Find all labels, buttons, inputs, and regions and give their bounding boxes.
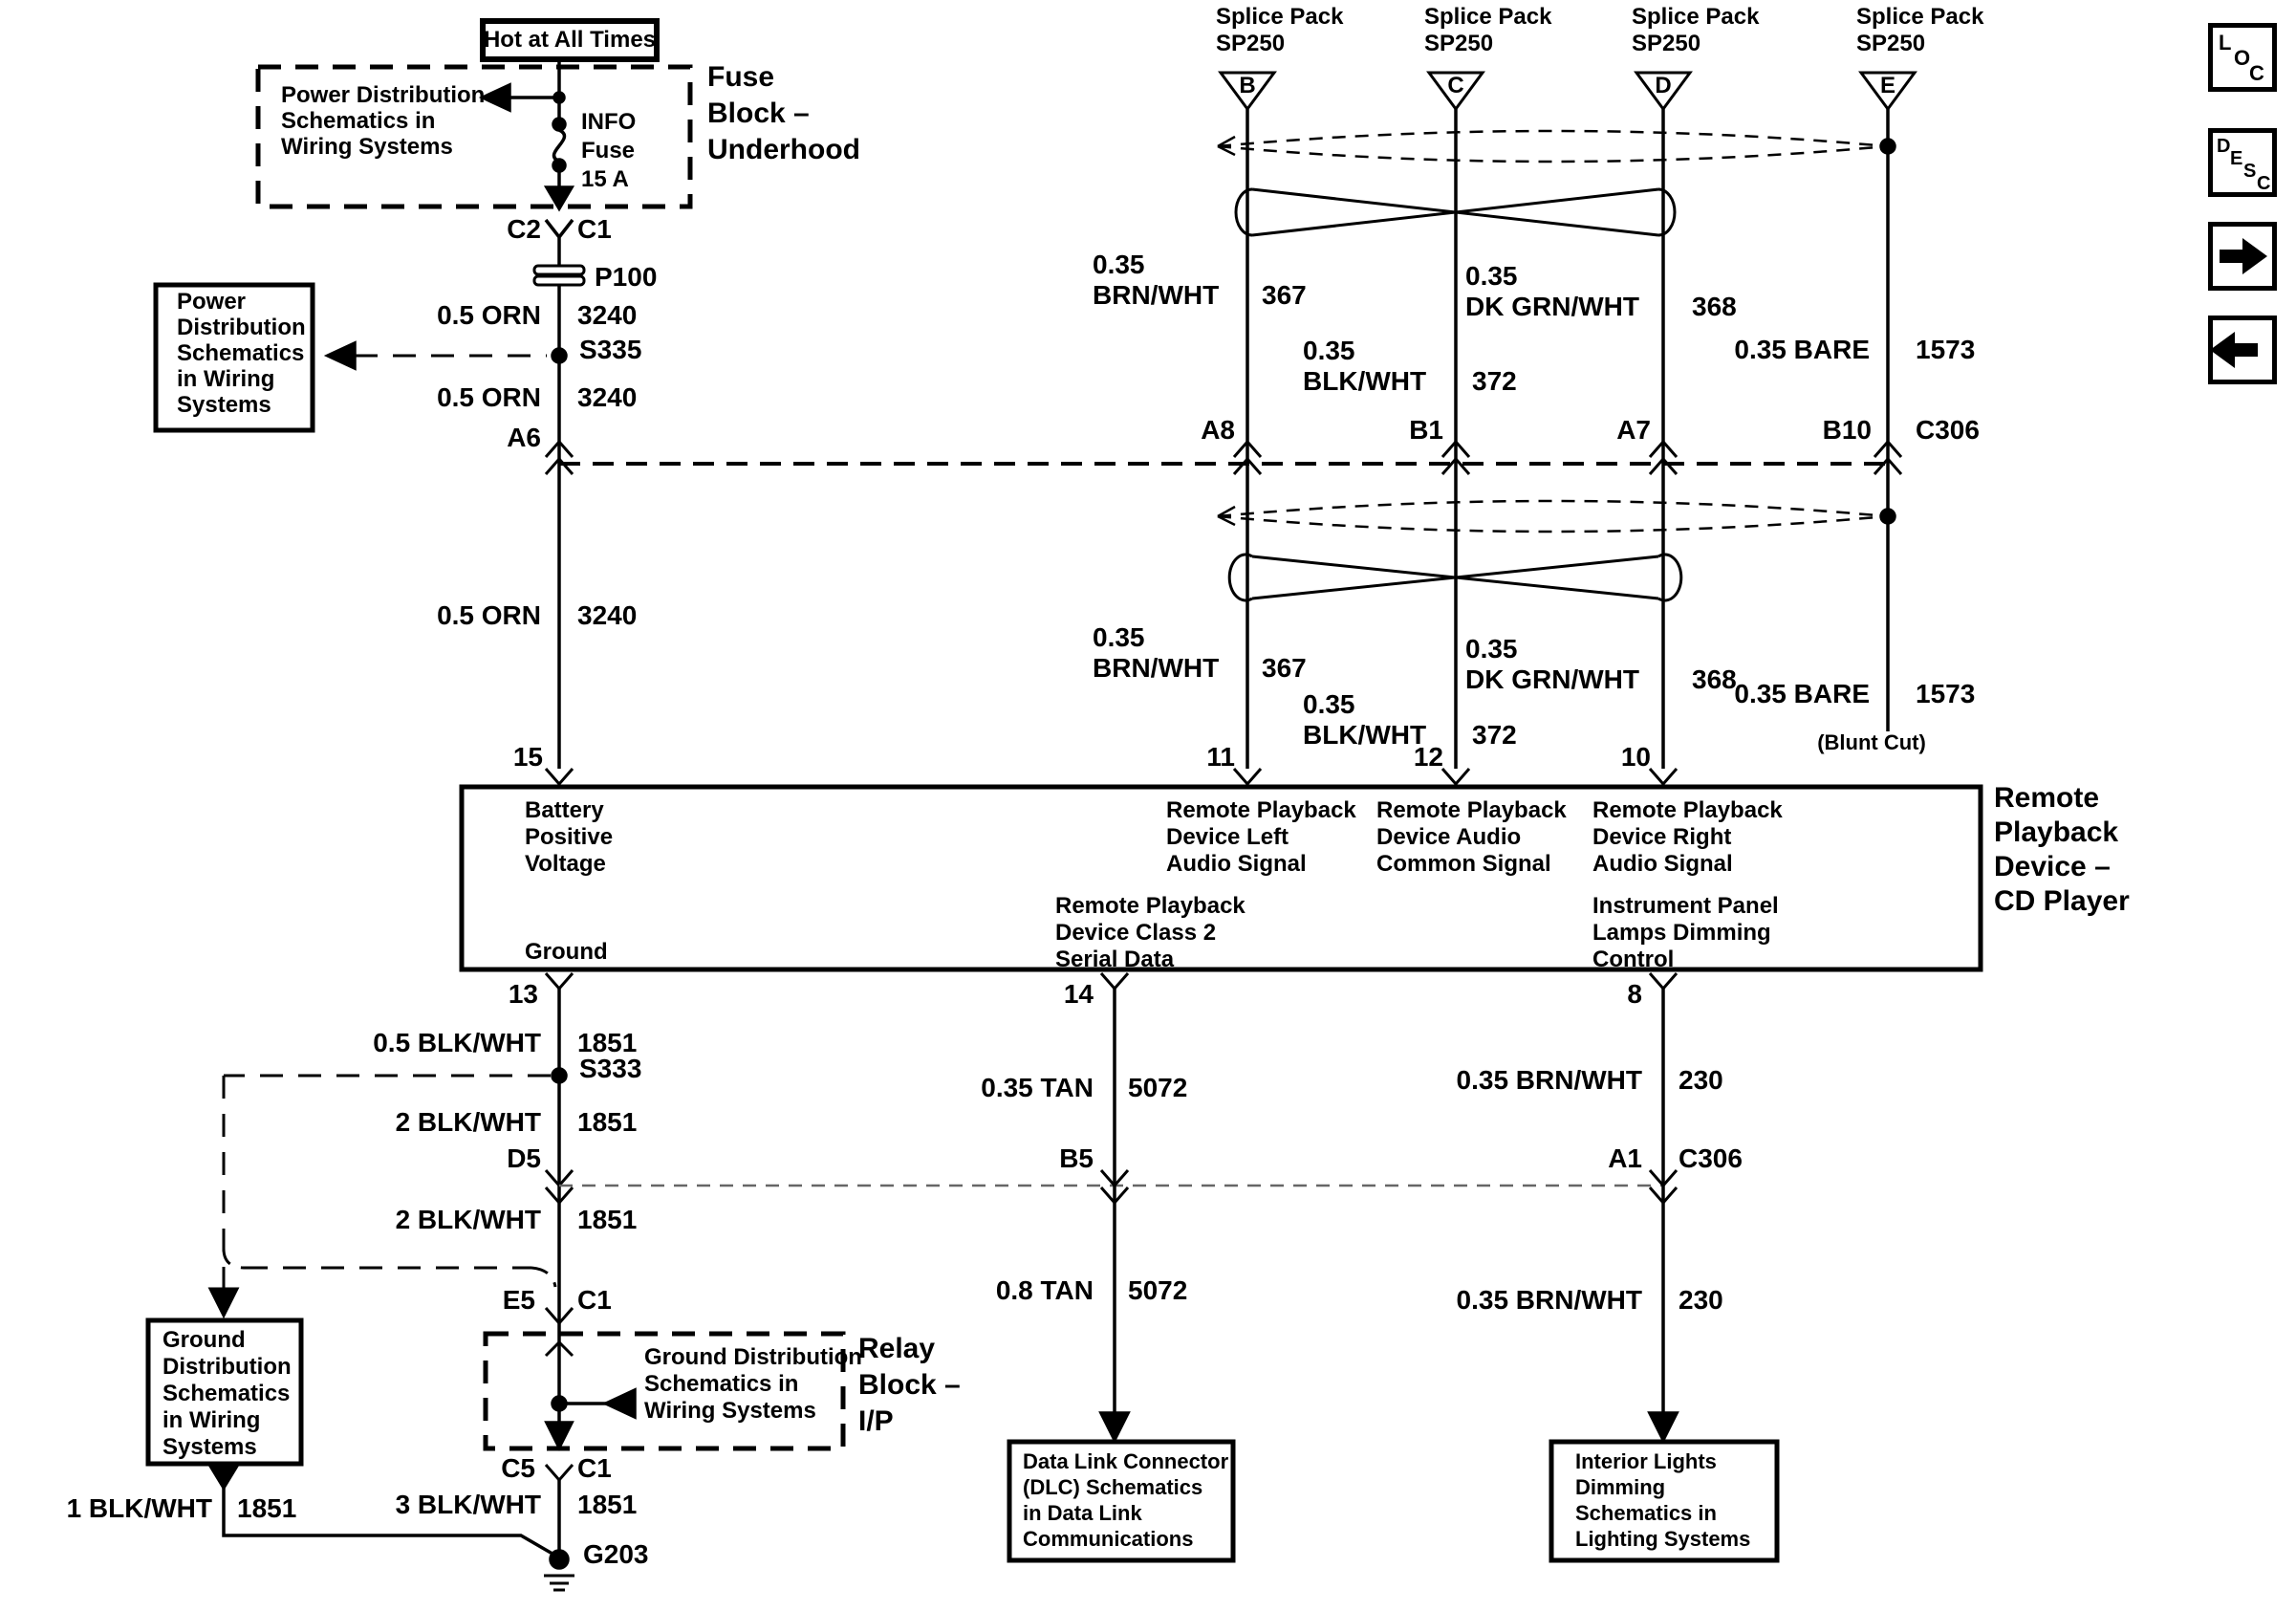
loc-letter: C [2249,61,2264,85]
s335-ref-arrowhead [328,343,355,368]
fuse-note-line: Power Distribution [281,82,486,108]
connector-label-c1: C1 [577,214,612,244]
pin12-connector [1442,769,1469,787]
wire-gauge-label: 0.5 ORN [437,300,541,330]
splice-point-e: E [1879,73,1896,98]
connector-label-a7: A7 [1616,415,1651,445]
wire-gauge-label: 0.35 TAN [981,1073,1094,1102]
circuit-number-label: 230 [1679,1285,1723,1315]
connector-label-c306: C306 [1916,415,1980,445]
wire-gauge-label: 0.5 ORN [437,382,541,412]
wire-gauge-label: 0.5 ORN [437,600,541,630]
s335-splice-dot [552,349,566,362]
connector-label-b1: B1 [1409,415,1443,445]
connector-label-b5: B5 [1059,1143,1094,1173]
dlc-box-line: (DLC) Schematics [1023,1475,1203,1499]
circuit-number-label: 372 [1472,366,1517,396]
wire-gauge-label: 0.35 [1303,689,1355,719]
class2-data-wire [1101,973,1128,1440]
dlc-box-line: Communications [1023,1527,1194,1551]
wire-gauge-label: 1 BLK/WHT [66,1493,212,1523]
wire-gauge-label: 2 BLK/WHT [395,1205,541,1234]
pin-8-label: 8 [1627,979,1642,1009]
wire-gauge-label: 0.5 BLK/WHT [373,1028,541,1057]
wire-color-label: 0.35 BARE [1734,679,1870,708]
fuse-block-title: Block – [707,98,810,129]
splice-point-c: C [1447,73,1464,98]
p100-symbol [534,276,584,285]
left-power-wire [328,59,584,787]
connector-y-c2c1 [546,220,573,250]
node-label-s333: S333 [579,1054,642,1083]
device-pin-function: Lamps Dimming [1592,920,1771,946]
pin15-connector [546,769,573,787]
next-page-button[interactable] [2208,222,2277,291]
p100-symbol [534,266,584,274]
connector-label-c1: C1 [577,1453,612,1483]
node-label-p100: P100 [595,262,658,292]
circuit-number-label: 367 [1262,653,1307,683]
device-pin-function: Common Signal [1376,851,1551,877]
wire-gauge-label: 0.35 [1465,261,1518,291]
dimming-control-wire [1650,973,1677,1440]
power-box-line: Distribution [177,315,306,340]
drain-wire-ellipse-2 [1218,501,1887,532]
device-pin-function: Battery [525,797,604,823]
splice-point-b: B [1239,73,1256,98]
circuit-number-label: 1851 [237,1493,297,1523]
circuit-number-label: 5072 [1128,1275,1188,1305]
hot-at-all-times-label: Hot at All Times [483,27,657,53]
circuit-number-label: 3240 [577,300,638,330]
wire-gauge-label: 0.35 [1093,622,1145,652]
power-box-line: Power [177,289,247,315]
pin14-connector [1101,973,1128,989]
connector-label-c2: C2 [507,214,541,244]
device-pin-function: Device Audio [1376,824,1522,850]
pin-13-label: 13 [508,979,538,1009]
device-pin-function: Device Class 2 [1055,920,1217,946]
circuit-number-label: 5072 [1128,1073,1188,1102]
pin13-connector [546,973,573,989]
wire-color-label: BRN/WHT [1093,280,1220,310]
desc-letter: E [2230,148,2243,169]
relay-note-line: Ground Distribution [644,1344,862,1370]
fuse-note-line: Schematics in [281,108,436,134]
wire-color-label: DK GRN/WHT [1465,664,1639,694]
left-arrowhead [483,85,509,110]
drain-wire-ellipse-1 [1218,131,1887,162]
connector-label-d5: D5 [507,1143,541,1173]
desc-letter: C [2257,173,2271,194]
circuit-number-label: 3240 [577,600,638,630]
device-pin-function: Device Right [1592,824,1732,850]
fuse-label-line: INFO [581,109,637,135]
blunt-cut-label: (Blunt Cut) [1817,730,1926,754]
splice-pack-label: Splice Pack [1856,4,1984,30]
splice-point-d: D [1655,73,1672,98]
circuit-number-label: 372 [1472,720,1517,750]
splice-pack-label: Splice Pack [1424,4,1552,30]
loc-button[interactable] [2208,23,2277,92]
circuit-number-label: 1851 [577,1490,638,1519]
ground-box-line: Systems [162,1434,257,1460]
wire-gauge-label: 0.8 TAN [995,1275,1094,1305]
relay-block-title: Block – [858,1369,961,1401]
device-title: Remote [1994,782,2100,814]
pin11-connector [1234,769,1261,787]
splice-pack-label: Splice Pack [1632,4,1760,30]
desc-button[interactable] [2208,128,2277,197]
pin10-connector [1650,769,1677,787]
relay-block-title: I/P [858,1405,894,1437]
previous-page-button[interactable] [2208,316,2277,384]
pin-10-label: 10 [1620,742,1651,772]
fuse-block-title: Underhood [707,134,860,165]
splice-pack-id: SP250 [1856,31,1926,56]
device-pin-function: Instrument Panel [1592,893,1779,919]
device-pin-function: Control [1592,947,1675,972]
ground-box-line: Ground [162,1327,246,1353]
wire-color-label: DK GRN/WHT [1465,292,1639,321]
ground-box-line: Distribution [162,1354,292,1380]
s333-splice-dot [552,1069,566,1082]
connector-label-a6: A6 [507,423,541,452]
wire-gauge-label: 0.35 [1093,250,1145,279]
device-title: Playback [1994,816,2119,848]
connector-c5 [546,1465,573,1480]
circuit-number-label: 368 [1692,664,1737,694]
power-box-line: Systems [177,392,271,418]
connector-label-b10: B10 [1822,415,1872,445]
relay-note-arrowhead [606,1390,635,1417]
power-box-line: Schematics [177,340,305,366]
dlc-box-line: in Data Link [1023,1501,1142,1525]
splice-pack-id: SP250 [1216,31,1286,56]
wire-color-label: BRN/WHT [1093,653,1220,683]
dlc-box-line: Data Link Connector [1023,1449,1229,1473]
pin8-connector [1650,973,1677,989]
wire-color-label: BLK/WHT [1303,720,1427,750]
circuit-number-label: 367 [1262,280,1307,310]
circuit-number-label: 368 [1692,292,1737,321]
splice-pack-id: SP250 [1424,31,1494,56]
circuit-number-label: 230 [1679,1065,1723,1095]
wire-gauge-label: 2 BLK/WHT [395,1107,541,1137]
lights-box-line: Lighting Systems [1575,1527,1751,1551]
connector-label-c5: C5 [501,1453,535,1483]
wire-gauge-label: 0.35 BRN/WHT [1456,1285,1642,1315]
lights-box-line: Schematics in [1575,1501,1717,1525]
splice-pack-id: SP250 [1632,31,1701,56]
device-title: Device – [1994,851,2111,882]
connector-label-c306: C306 [1679,1143,1743,1173]
fuse-note-line: Wiring Systems [281,134,453,160]
wire-gauge-label: 0.35 [1465,634,1518,664]
device-pin-function: Voltage [525,851,606,877]
circuit-number-label: 1851 [577,1028,638,1057]
splice-pack-label: Splice Pack [1216,4,1344,30]
node-label-s335: S335 [579,335,642,364]
power-box-line: in Wiring [177,366,275,392]
pin-15-label: 15 [512,742,543,772]
relay-block-title: Relay [858,1333,936,1364]
circuit-number-label: 3240 [577,382,638,412]
wire-gauge-label: 0.35 [1303,336,1355,365]
wire-gauge-label: 0.35 BRN/WHT [1456,1065,1642,1095]
connector-label-a8: A8 [1201,415,1235,445]
fuse-block-title: Fuse [707,61,775,93]
wire-gauge-label: 3 BLK/WHT [395,1490,541,1519]
device-pin-function: Remote Playback [1055,893,1245,919]
fuse-element-symbol [554,130,565,162]
fuse-label-line: 15 A [581,166,629,192]
connector-label-c1: C1 [577,1285,612,1315]
ground-symbol [544,1576,574,1590]
wire-color-label: BLK/WHT [1303,366,1427,396]
device-pin-function: Serial Data [1055,947,1175,972]
device-pin-function: Device Left [1166,824,1289,850]
lights-box-line: Dimming [1575,1475,1666,1499]
connector-label-e5: E5 [502,1285,535,1315]
circuit-number-label: 1851 [577,1205,638,1234]
device-pin-function: Remote Playback [1376,797,1567,823]
wire-color-label: 0.35 BARE [1734,335,1870,364]
circuit-number-label: 1573 [1916,679,1976,708]
device-title: CD Player [1994,885,2130,917]
pin-11-label: 11 [1206,742,1235,772]
relay-note-line: Schematics in [644,1371,799,1397]
lights-box-line: Interior Lights [1575,1449,1717,1473]
relay-note-line: Wiring Systems [644,1398,816,1424]
fuse-label-line: Fuse [581,138,636,163]
device-pin-function: Audio Signal [1166,851,1307,877]
desc-letter: D [2217,136,2231,157]
device-pin-function: Remote Playback [1166,797,1356,823]
device-pin-function: Remote Playback [1592,797,1783,823]
loc-letter: O [2234,46,2251,70]
pin-14-label: 14 [1063,979,1094,1009]
ground-box-line: Schematics [162,1381,291,1406]
loc-letter: L [2219,31,2232,54]
device-pin-function: Ground [525,939,608,965]
circuit-number-label: 1851 [577,1107,638,1137]
node-label-g203: G203 [583,1539,649,1569]
desc-letter: S [2243,161,2257,182]
device-pin-function: Audio Signal [1592,851,1733,877]
ground-box-line: in Wiring [162,1407,261,1433]
pin-12-label: 12 [1413,742,1443,772]
device-pin-function: Positive [525,824,614,850]
connector-label-a1: A1 [1608,1143,1642,1173]
circuit-number-label: 1573 [1916,335,1976,364]
splice-e-wire [1861,73,1915,731]
